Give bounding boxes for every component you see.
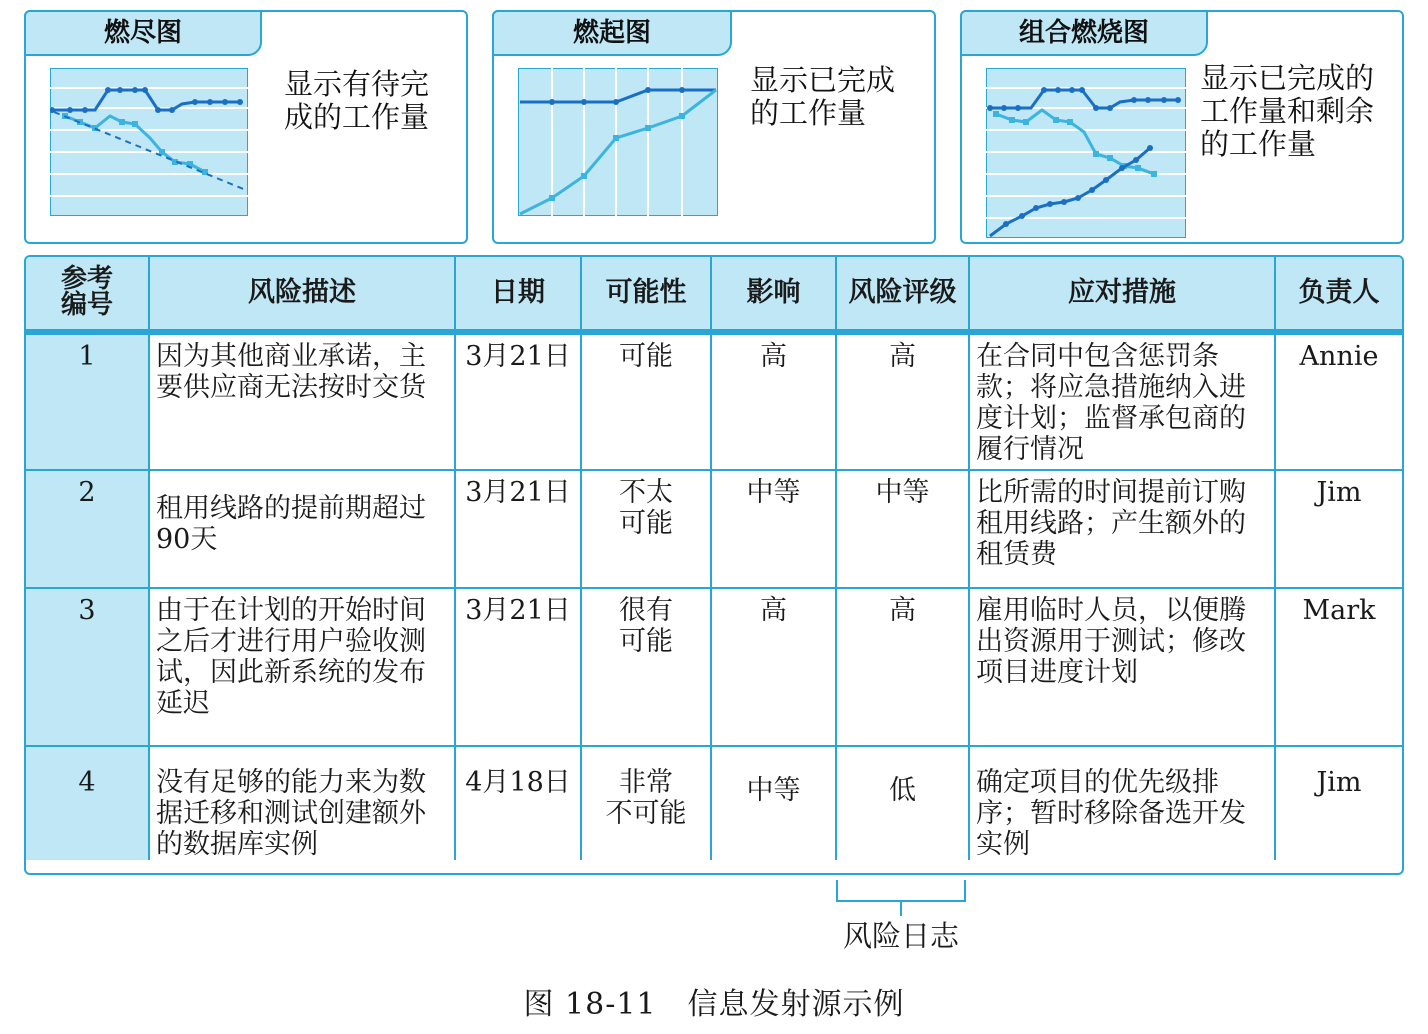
header-risk-description: 风险描述 (149, 257, 455, 332)
cell-date: 3月21日 (455, 332, 581, 470)
header-likelihood: 可能性 (581, 257, 711, 332)
burnup-chart-thumbnail (518, 68, 718, 216)
table-row (26, 588, 1402, 746)
figure-caption: 图 18-11 信息发射源示例 (523, 987, 905, 1022)
cell-owner: Jim (1316, 767, 1362, 798)
burndown-description (284, 68, 429, 134)
cell-likelihood (581, 588, 711, 746)
header-response: 应对措施 (969, 257, 1275, 332)
header-ref-line: 参考 (60, 264, 113, 294)
burnup-panel (492, 10, 936, 244)
burndown-panel (24, 10, 468, 244)
cell-response: 确定项目的优先级排序；暂时移除备选开发实例 (969, 746, 1275, 860)
header-ref-number (26, 257, 149, 332)
desc-line: 显示已完成 (750, 63, 896, 97)
combined-burn-description (1200, 62, 1374, 161)
cell-date: 3月21日 (455, 588, 581, 746)
header-ref-line: 编号 (60, 290, 113, 320)
combined-burn-chart-thumbnail (986, 68, 1186, 238)
desc-line: 显示有待完 (284, 67, 430, 101)
desc-line: 工作量和剩余 (1200, 94, 1375, 128)
cell-ref: 4 (26, 746, 149, 860)
table-row (26, 470, 1402, 588)
table-row (26, 332, 1402, 470)
likelihood-line: 可能 (619, 626, 673, 657)
desc-line: 的工作量 (750, 96, 867, 130)
desc-line: 成的工作量 (284, 100, 430, 134)
cell-ref: 3 (26, 588, 149, 746)
desc-line: 显示已完成的 (1200, 61, 1375, 95)
risk-log-table-container (24, 255, 1404, 875)
likelihood-line: 非常 (619, 767, 673, 798)
likelihood-line: 可能 (619, 341, 673, 372)
cell-response: 雇用临时人员，以便腾出资源用于测试；修改项目进度计划 (969, 588, 1275, 746)
cell-rating: 中等 (836, 470, 969, 588)
header-impact: 影响 (711, 257, 836, 332)
cell-ref: 1 (26, 332, 149, 470)
likelihood-line: 很有 (619, 595, 673, 626)
combined-burn-panel (960, 10, 1404, 244)
cell-impact: 高 (711, 588, 836, 746)
header-date: 日期 (455, 257, 581, 332)
risk-log-bracket-stem (900, 902, 902, 916)
cell-impact: 中等 (711, 470, 836, 588)
risk-log-bracket (836, 880, 966, 902)
cell-description: 因为其他商业承诺，主要供应商无法按时交货 (149, 332, 455, 470)
burnup-description (750, 64, 895, 130)
cell-description: 由于在计划的开始时间之后才进行用户验收测试，因此新系统的发布延迟 (149, 588, 455, 746)
cell-ref: 2 (26, 470, 149, 588)
table-row (26, 746, 1402, 860)
cell-description: 没有足够的能力来为数据迁移和测试创建额外的数据库实例 (149, 746, 455, 860)
cell-response: 比所需的时间提前订购租用线路；产生额外的租赁费 (969, 470, 1275, 588)
likelihood-line: 不太 (619, 477, 673, 508)
cell-owner: Jim (1275, 470, 1402, 588)
cell-date: 3月21日 (455, 470, 581, 588)
burnup-title: 燃起图 (492, 10, 732, 56)
cell-description: 租用线路的提前期超过90天 (149, 470, 455, 588)
cell-likelihood (581, 332, 711, 470)
cell-owner: Mark (1275, 588, 1402, 746)
cell-likelihood (581, 746, 711, 860)
cell-likelihood (581, 470, 711, 588)
cell-owner: Annie (1275, 332, 1402, 470)
risk-log-table (26, 257, 1402, 860)
cell-rating: 高 (836, 588, 969, 746)
likelihood-line: 可能 (619, 508, 673, 539)
likelihood-line: 不可能 (605, 798, 687, 829)
cell-impact: 中等 (711, 746, 836, 860)
cell-response: 在合同中包含惩罚条款；将应急措施纳入进度计划；监督承包商的履行情况 (969, 332, 1275, 470)
cell-date: 4月18日 (455, 746, 581, 860)
cell-rating: 高 (836, 332, 969, 470)
header-owner: 负责人 (1275, 257, 1402, 332)
desc-line: 的工作量 (1200, 127, 1317, 161)
burndown-chart-thumbnail (50, 68, 248, 216)
table-header-row (26, 257, 1402, 332)
risk-log-label: 风险日志 (842, 919, 959, 953)
cell-impact: 高 (711, 332, 836, 470)
cell-rating: 低 (836, 746, 969, 860)
combined-burn-title: 组合燃烧图 (960, 10, 1208, 56)
burndown-title: 燃尽图 (24, 10, 262, 56)
header-risk-rating: 风险评级 (836, 257, 969, 332)
